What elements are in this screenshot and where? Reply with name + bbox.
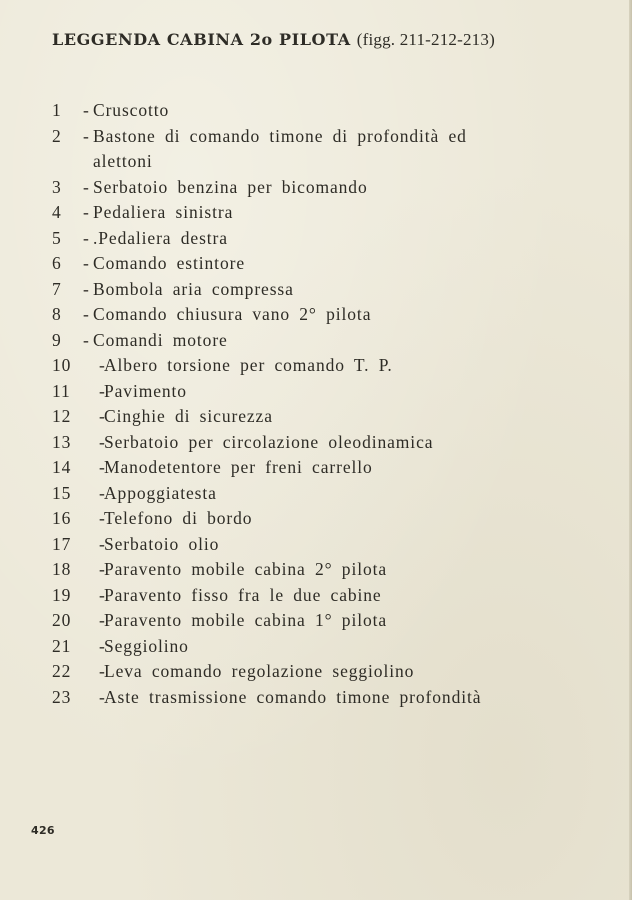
- legend-item-number: 4: [52, 202, 62, 222]
- legend-item-number: 8: [52, 304, 62, 324]
- legend-item-separator: -: [99, 584, 106, 605]
- legend-item-separator: -: [99, 635, 106, 656]
- legend-item-text: Paravento fisso fra le due cabine: [104, 584, 382, 605]
- legend-item-text: Paravento mobile cabina 1° pilota: [104, 610, 388, 630]
- legend-item-separator: -: [83, 125, 90, 146]
- legend-item-number: 12: [52, 406, 72, 426]
- legend-item-text: Bombola aria compressa: [93, 278, 294, 299]
- page-title: [52, 30, 495, 50]
- legend-item-separator: -: [83, 329, 90, 350]
- legend-item: [52, 685, 522, 711]
- legend-item-text: Seggiolino: [104, 635, 189, 656]
- legend-item-text: Pavimento: [104, 380, 187, 401]
- legend-item-separator: -: [83, 176, 90, 197]
- legend-list: [52, 98, 522, 710]
- legend-item-number: 18: [52, 559, 72, 579]
- legend-item-number: 21: [52, 635, 72, 656]
- legend-item-separator: -: [99, 431, 106, 452]
- legend-item-number: 19: [52, 584, 72, 605]
- legend-item-separator: -: [99, 686, 106, 707]
- legend-item: [52, 226, 522, 252]
- legend-item-separator: -: [99, 610, 106, 630]
- legend-item-number: 5: [52, 227, 62, 248]
- legend-item-separator: -: [99, 406, 106, 426]
- legend-item-separator: -: [83, 227, 90, 248]
- legend-item: [52, 277, 522, 303]
- legend-item-text: Appoggiatesta: [104, 482, 217, 503]
- legend-item-separator: -: [99, 457, 106, 477]
- legend-item: [52, 634, 522, 660]
- page-number: 426: [31, 824, 55, 837]
- legend-item-separator: -: [99, 355, 106, 375]
- legend-item-number: 3: [52, 176, 62, 197]
- legend-title: LEGGENDA CABINA 2o PILOTA: [52, 30, 351, 49]
- legend-item-text: Albero torsione per comando T. P.: [104, 355, 393, 375]
- legend-item-separator: -: [83, 100, 90, 120]
- legend-item: [52, 557, 522, 583]
- legend-item-separator: -: [99, 533, 106, 554]
- legend-item-text: Aste trasmissione comando timone profondità: [104, 686, 482, 707]
- legend-item-number: 11: [52, 380, 71, 401]
- legend-item: [52, 379, 522, 405]
- legend-item-number: 15: [52, 482, 72, 503]
- legend-item-number: 23: [52, 686, 72, 707]
- legend-item-number: 22: [52, 661, 72, 681]
- legend-item-separator: -: [99, 559, 106, 579]
- legend-item-number: 16: [52, 508, 72, 528]
- legend-item-number: 13: [52, 431, 72, 452]
- legend-item-text: Cruscotto: [93, 100, 170, 120]
- legend-item: [52, 302, 522, 328]
- legend-item-text: Comando estintore: [93, 253, 245, 273]
- legend-item-text: Comandi motore: [93, 329, 228, 350]
- legend-item-number: 20: [52, 610, 72, 630]
- legend-item-text: Telefono di bordo: [104, 508, 253, 528]
- legend-item-text: .Pedaliera destra: [93, 227, 228, 248]
- legend-item-number: 2: [52, 125, 62, 146]
- legend-item-text: Pedaliera sinistra: [93, 202, 234, 222]
- legend-item: [52, 481, 522, 507]
- legend-item: [52, 200, 522, 226]
- legend-item: [52, 659, 522, 685]
- legend-item: [52, 98, 522, 124]
- legend-item-separator: -: [99, 661, 106, 681]
- legend-item: [52, 583, 522, 609]
- legend-item-number: 9: [52, 329, 62, 350]
- legend-item: [52, 353, 522, 379]
- legend-item-separator: -: [99, 508, 106, 528]
- legend-item-text: Paravento mobile cabina 2° pilota: [104, 559, 388, 579]
- legend-item-separator: -: [83, 304, 90, 324]
- legend-item-separator: -: [83, 278, 90, 299]
- legend-item: [52, 608, 522, 634]
- legend-item-separator: -: [83, 253, 90, 273]
- legend-item: [52, 455, 522, 481]
- legend-item-separator: -: [83, 202, 90, 222]
- legend-item-text: Cinghie di sicurezza: [104, 406, 273, 426]
- figure-reference: (figg. 211-212-213): [356, 30, 495, 49]
- legend-item-number: 1: [52, 100, 62, 120]
- legend-item: [52, 404, 522, 430]
- legend-item: [52, 532, 522, 558]
- legend-item-text: Bastone di comando timone di profondità ed alettoni: [93, 125, 467, 171]
- legend-item-separator: -: [99, 482, 106, 503]
- legend-item-text: Serbatoio benzina per bicomando: [93, 176, 368, 197]
- legend-item-text: Serbatoio per circolazione oleodinamica: [104, 431, 434, 452]
- legend-item-text: Leva comando regolazione seggiolino: [104, 661, 415, 681]
- legend-item-number: 6: [52, 253, 62, 273]
- legend-item-text: Serbatoio olio: [104, 533, 220, 554]
- legend-item: [52, 175, 522, 201]
- legend-item: [52, 328, 522, 354]
- legend-item: [52, 506, 522, 532]
- legend-item-number: 10: [52, 355, 72, 375]
- legend-item-text: Manodetentore per freni carrello: [104, 457, 373, 477]
- legend-item: [52, 124, 522, 175]
- legend-item-separator: -: [99, 380, 106, 401]
- legend-item-number: 17: [52, 533, 72, 554]
- legend-item-number: 14: [52, 457, 72, 477]
- legend-item: [52, 251, 522, 277]
- legend-item: [52, 430, 522, 456]
- legend-item-number: 7: [52, 278, 62, 299]
- legend-item-text: Comando chiusura vano 2° pilota: [93, 304, 372, 324]
